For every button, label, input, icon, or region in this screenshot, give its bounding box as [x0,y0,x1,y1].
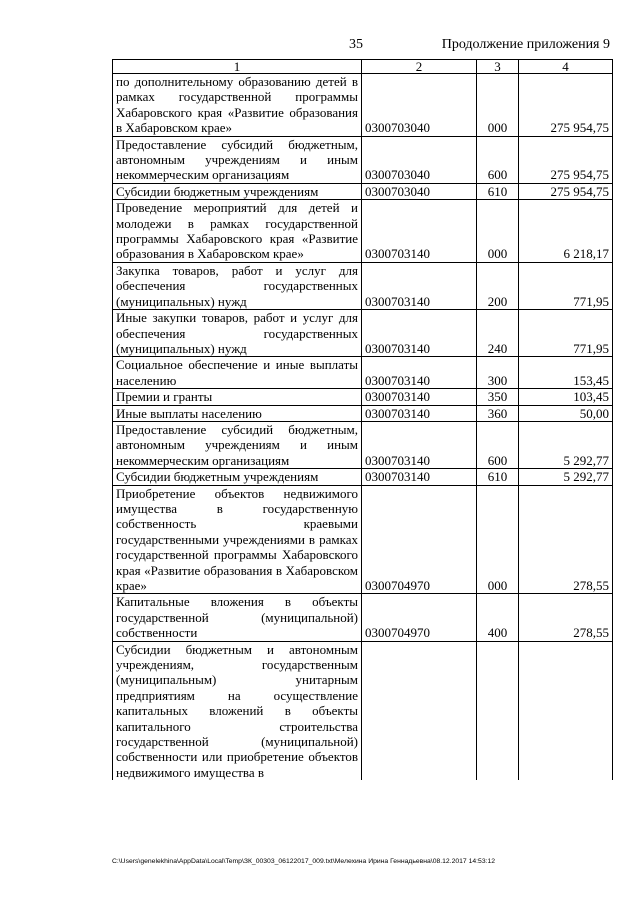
row-target-code: 0300703140 [362,310,477,357]
row-target-code: 0300703140 [362,389,477,405]
row-amount: 771,95 [519,310,613,357]
row-target-code: 0300703140 [362,405,477,421]
row-amount: 5 292,77 [519,421,613,468]
table-row [113,594,613,641]
table-row [113,136,613,183]
row-amount: 103,45 [519,389,613,405]
table-row [113,641,613,780]
row-expense-type: 200 [477,262,519,309]
row-name: Предоставление субсидий бюджетным, автономным учреждениям и иным некоммерческим организациям [113,421,362,468]
row-name: Премии и гранты [113,389,362,405]
row-amount: 5 292,77 [519,469,613,485]
row-name: по дополнительному образованию детей в рамках государственной программы Хабаровского края «Развитие образования в Хабаровском крае» [113,74,362,137]
row-expense-type: 400 [477,594,519,641]
row-amount: 275 954,75 [519,136,613,183]
table-row [113,389,613,405]
column-number-1: 1 [113,60,362,74]
row-target-code: 0300703140 [362,200,477,263]
row-name: Предоставление субсидий бюджетным, автономным учреждениям и иным некоммерческим организациям [113,136,362,183]
row-amount: 153,45 [519,357,613,389]
page-number: 35 [349,37,363,52]
table-row [113,310,613,357]
row-amount: 278,55 [519,485,613,594]
row-name: Субсидии бюджетным и автономным учреждениям, государственным (муниципальным) унитарным предприятиям на осуществление капитальных вложений в объекты капитального строительства государственной (муниципальной) собственности или приобретение объектов недвижимого имущества в [113,641,362,780]
row-amount: 275 954,75 [519,183,613,199]
row-amount: 50,00 [519,405,613,421]
row-amount [519,641,613,780]
row-expense-type: 000 [477,485,519,594]
row-target-code [362,641,477,780]
row-target-code: 0300704970 [362,485,477,594]
table-row [113,485,613,594]
row-expense-type: 350 [477,389,519,405]
table-row [113,357,613,389]
row-expense-type: 600 [477,136,519,183]
row-name: Капитальные вложения в объекты государственной (муниципальной) собственности [113,594,362,641]
column-number-4: 4 [519,60,613,74]
row-target-code: 0300703140 [362,421,477,468]
row-amount: 275 954,75 [519,74,613,137]
row-target-code: 0300704970 [362,594,477,641]
row-target-code: 0300703140 [362,262,477,309]
row-expense-type: 360 [477,405,519,421]
row-name: Субсидии бюджетным учреждениям [113,183,362,199]
row-target-code: 0300703140 [362,357,477,389]
row-name: Социальное обеспечение и иные выплаты населению [113,357,362,389]
table-row [113,405,613,421]
row-expense-type: 600 [477,421,519,468]
row-expense-type [477,641,519,780]
budget-table-body [113,60,613,781]
row-amount: 771,95 [519,262,613,309]
row-expense-type: 300 [477,357,519,389]
column-number-row [113,60,613,74]
row-amount: 278,55 [519,594,613,641]
row-expense-type: 000 [477,74,519,137]
column-number-2: 2 [362,60,477,74]
table-row [113,262,613,309]
table-row [113,421,613,468]
row-expense-type: 240 [477,310,519,357]
row-name: Закупка товаров, работ и услуг для обеспечения государственных (муниципальных) нужд [113,262,362,309]
row-name: Субсидии бюджетным учреждениям [113,469,362,485]
row-name: Приобретение объектов недвижимого имущества в государственную собственность краевыми государственными учреждениями в рамках государственной программы Хабаровского края «Развитие образования в Хабаровском крае» [113,485,362,594]
row-amount: 6 218,17 [519,200,613,263]
row-target-code: 0300703040 [362,74,477,137]
budget-table [112,59,613,780]
row-name: Иные закупки товаров, работ и услуг для обеспечения государственных (муниципальных) нужд [113,310,362,357]
row-name: Проведение мероприятий для детей и молодежи в рамках государственной программы Хабаровского края «Развитие образования в Хабаровском крае» [113,200,362,263]
table-row [113,200,613,263]
table-row [113,469,613,485]
row-name: Иные выплаты населению [113,405,362,421]
file-path-footer: C:\Users\genelekhina\AppData\Local\Temp\ЗК_00303_06122017_009.txt\Мелехина Ирина Геннадьевна\08.12.2017 14:53:12 [112,858,496,865]
row-expense-type: 610 [477,183,519,199]
row-target-code: 0300703040 [362,183,477,199]
table-row [113,183,613,199]
column-number-3: 3 [477,60,519,74]
row-expense-type: 000 [477,200,519,263]
row-expense-type: 610 [477,469,519,485]
row-target-code: 0300703040 [362,136,477,183]
appendix-continuation-caption: Продолжение приложения 9 [441,37,610,52]
row-target-code: 0300703140 [362,469,477,485]
table-row [113,74,613,137]
